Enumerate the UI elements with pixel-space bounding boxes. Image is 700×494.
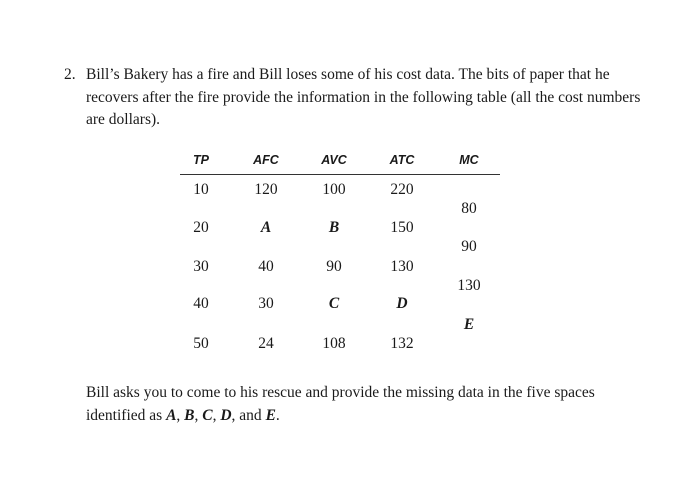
- letter-d: D: [220, 406, 232, 424]
- cell-tp: 20: [193, 219, 209, 236]
- cell-missing-e: E: [463, 316, 475, 333]
- cell-missing-b: B: [328, 219, 340, 236]
- cell-tp: 40: [193, 295, 209, 312]
- header-rule: [180, 174, 500, 175]
- closing-end: .: [275, 406, 280, 424]
- closing-paragraph: [86, 382, 646, 427]
- cell-atc: 220: [390, 181, 414, 198]
- header-afc: AFC: [253, 153, 279, 167]
- closing-separator: ,: [176, 406, 185, 424]
- cell-atc: 132: [390, 335, 414, 352]
- cell-avc: 90: [326, 258, 342, 275]
- cell-missing-a: A: [260, 219, 272, 236]
- cell-atc: 150: [390, 219, 414, 236]
- closing-separator: , and: [231, 406, 266, 424]
- cell-afc: 24: [258, 335, 274, 352]
- cell-missing-d: D: [396, 295, 408, 312]
- question-number: 2.: [64, 66, 76, 83]
- cell-mc: 90: [461, 238, 477, 255]
- letter-c: C: [202, 406, 213, 424]
- cell-afc: 30: [258, 295, 274, 312]
- letter-e: E: [265, 406, 276, 424]
- cell-tp: 10: [193, 181, 209, 198]
- cell-missing-c: C: [328, 295, 340, 312]
- cell-mc: 80: [461, 200, 477, 217]
- cell-mc: 130: [457, 277, 481, 294]
- closing-text: Bill asks you to come to his rescue and provide the missing data in the five spaces identified as: [86, 384, 595, 424]
- header-mc: MC: [459, 153, 479, 167]
- cell-avc: 100: [322, 181, 346, 198]
- cell-tp: 30: [193, 258, 209, 275]
- header-atc: ATC: [389, 153, 415, 167]
- cell-tp: 50: [193, 335, 209, 352]
- cell-atc: 130: [390, 258, 414, 275]
- closing-separator: ,: [212, 406, 221, 424]
- cell-avc: 108: [322, 335, 346, 352]
- question-text: Bill’s Bakery has a fire and Bill loses some of his cost data. The bits of paper that he recovers after the fire provide the information in the following table (all the cost numbers are dollars).: [86, 66, 641, 128]
- letter-a: A: [166, 406, 177, 424]
- header-avc: AVC: [321, 153, 347, 167]
- cell-afc: 120: [254, 181, 278, 198]
- cell-afc: 40: [258, 258, 274, 275]
- closing-separator: ,: [194, 406, 203, 424]
- letter-b: B: [184, 406, 195, 424]
- header-tp: TP: [193, 153, 209, 167]
